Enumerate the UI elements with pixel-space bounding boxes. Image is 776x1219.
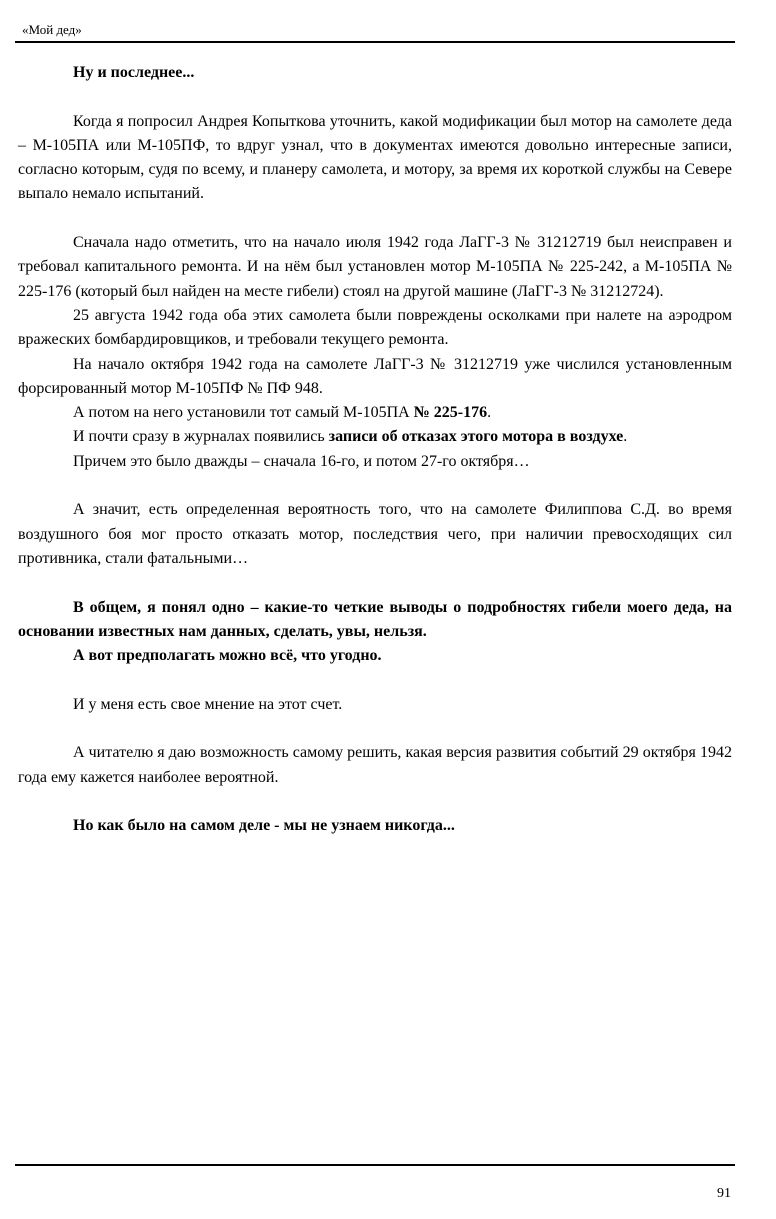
paragraph: И у меня есть свое мнение на этот счет. [73,695,343,713]
paragraph: Сначала надо отметить, что на начало июля 1942 года ЛаГГ-3 № 31212719 был неисправен и требовал капитального ремонта. И на нём был установлен мотор М-105ПА № 225-242, а М-105ПА № 225-176 (который был найден на месте гибели) стоял на другой машине (ЛаГГ-3 № 31212724). [18,234,732,300]
paragraph-gap [18,790,732,814]
paragraph: А значит, есть определенная вероятность того, что на самолете Филиппова С.Д. во время воздушного боя мог просто отказать мотор, последствия чего, при наличии превосходящих сил противника, стали фатальными… [18,501,732,567]
running-header: «Мой дед» [22,22,82,37]
paragraph: На начало октября 1942 года на самолете ЛаГГ-3 № 31212719 уже числился установленным форсированный мотор М-105ПФ № ПФ 948. [18,355,732,397]
text-run: И почти сразу в журналах появились [73,428,329,446]
paragraph-gap [18,717,732,741]
paragraph: А читателю я даю возможность самому решить, какая версия развития событий 29 октября 1942 года ему кажется наиболее вероятной. [18,744,732,786]
paragraph [18,401,732,425]
paragraph-intro: Ну и последнее... [73,64,195,81]
text-run: . [623,428,628,446]
paragraph-conclusion: А вот предполагать можно всё, что угодно. [73,647,382,665]
paragraph: Когда я попросил Андрея Копыткова уточнить, какой модификации был мотор на самолете деда – М-105ПА или М-105ПФ, то вдруг узнал, что в документах имеются довольно интересные записи, согласно которым, судя по всему, и планеру самолета, и мотору, за время их короткой службы на Севере выпало немало испытаний. [18,112,732,203]
paragraph: Причем это было дважды – сначала 16-го, и потом 27-го октября… [73,452,530,470]
text-run: А потом на него установили тот самый М-105ПА [73,404,414,422]
paragraph-gap [18,571,732,595]
paragraph [18,425,732,449]
paragraph-gap [18,668,732,692]
footer-rule [15,1164,735,1166]
text-run: . [487,404,492,422]
emphasis-text: № 225-176 [413,404,488,422]
paragraph-gap [18,85,732,109]
page-number: 91 [717,1186,731,1201]
header-rule [15,41,735,43]
paragraph-gap [18,207,732,231]
paragraph-final: Но как было на самом деле - мы не узнаем никогда... [73,817,455,835]
paragraph: 25 августа 1942 года оба этих самолета были повреждены осколками при налете на аэродром вражеских бомбардировщиков, и требовали текущего ремонта. [18,306,732,349]
page-body [18,61,732,839]
paragraph-conclusion: В общем, я понял одно – какие-то четкие выводы о подробностях гибели моего деда, на основании известных нам данных, сделать, увы, нельзя. [18,598,732,640]
emphasis-text: записи об отказах этого мотора в воздухе [328,428,624,446]
paragraph-gap [18,474,732,498]
